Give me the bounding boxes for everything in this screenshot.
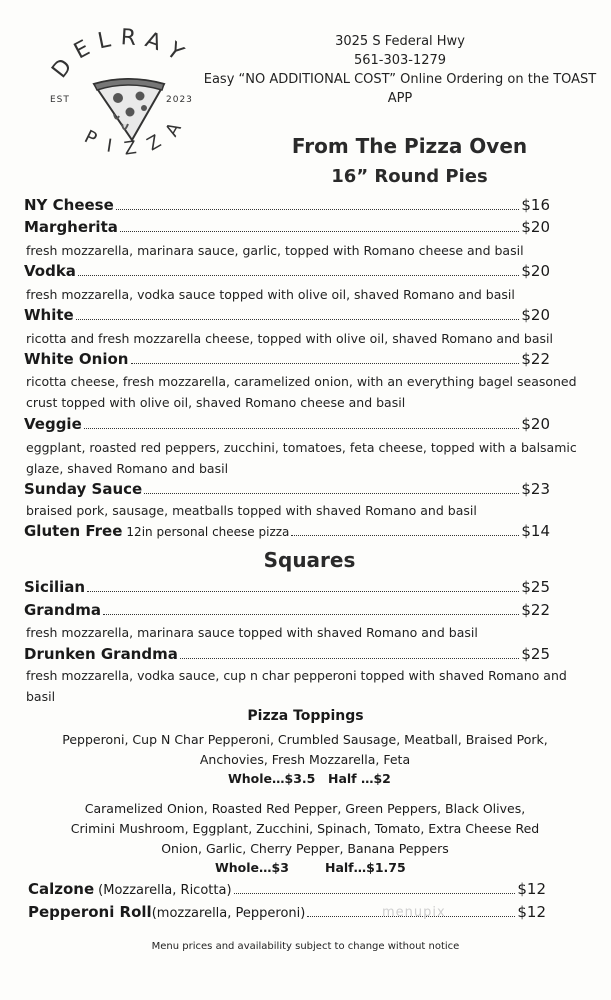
menu-item-desc: fresh mozzarella, marinara sauce, garlic, topped with Romano cheese and basil bbox=[26, 243, 524, 258]
toppings-group-1-whole: Whole…$3.5 bbox=[228, 771, 316, 786]
logo-est: EST bbox=[50, 95, 70, 105]
section-title-oven: From The Pizza Oven bbox=[291, 134, 528, 158]
address: 3025 S Federal Hwy bbox=[335, 34, 465, 49]
menu-item-drunken-grandma: Drunken Grandma $25 bbox=[24, 645, 550, 663]
toppings-group-2-half: Half…$1.75 bbox=[325, 860, 406, 875]
restaurant-info bbox=[200, 32, 600, 108]
footer-disclaimer: Menu prices and availability subject to change without notice bbox=[151, 941, 460, 952]
toppings-group-1: Pepperoni, Cup N Char Pepperoni, Crumbled Sausage, Meatball, Braised Pork, Anchovies, Fresh Mozzarella, Feta bbox=[62, 732, 548, 767]
menu-item-desc: eggplant, roasted red peppers, zucchini, tomatoes, feta cheese, topped with a balsamic glaze, shaved Romano and basil bbox=[26, 440, 577, 476]
menu-item-desc: fresh mozzarella, vodka sauce, cup n char pepperoni topped with shaved Romano and basil bbox=[26, 668, 567, 704]
toppings-group-1-half: Half …$2 bbox=[328, 771, 391, 786]
menu-item-ny-cheese: NY Cheese $16 bbox=[24, 196, 550, 214]
menu-item-white-onion: White Onion $22 bbox=[24, 350, 550, 368]
menu-item-veggie: Veggie $20 bbox=[24, 415, 550, 433]
menu-item-grandma: Grandma $22 bbox=[24, 601, 550, 619]
toppings-group-2: Caramelized Onion, Roasted Red Pepper, Green Peppers, Black Olives, Crimini Mushroom, Eggplant, Zucchini, Spinach, Tomato, Extra Cheese Red Onion, Garlic, Cherry Pepper, Banana Peppers bbox=[70, 801, 540, 856]
promo-text: Easy “NO ADDITIONAL COST” Online Ordering on the TOAST APP bbox=[203, 72, 597, 106]
svg-text:DELRAY: DELRAY bbox=[47, 28, 195, 84]
section-title-squares: Squares bbox=[263, 548, 356, 572]
toppings-title: Pizza Toppings bbox=[247, 708, 364, 724]
menu-item-desc: fresh mozzarella, marinara sauce topped with shaved Romano and basil bbox=[26, 625, 478, 640]
menu-item-desc: braised pork, sausage, meatballs topped with shaved Romano and basil bbox=[26, 503, 477, 518]
logo-year: 2023 bbox=[166, 95, 193, 105]
phone: 561-303-1279 bbox=[353, 53, 447, 68]
watermark: menupix bbox=[382, 905, 446, 920]
menu-item-pepperoni-roll: Pepperoni Roll (mozzarella, Pepperoni) $12 bbox=[28, 903, 546, 921]
svg-text:PIZZA: PIZZA bbox=[80, 106, 193, 160]
menu-item-white: White $20 bbox=[24, 306, 550, 324]
menu-item-desc: ricotta cheese, fresh mozzarella, caramelized onion, with an everything bagel seasoned crust topped with olive oil, shaved Romano cheese and basil bbox=[26, 374, 577, 410]
menu-item-calzone: Calzone (Mozzarella, Ricotta) $12 bbox=[28, 880, 546, 898]
section-subtitle-round: 16” Round Pies bbox=[331, 166, 488, 187]
menu-item-sicilian: Sicilian $25 bbox=[24, 578, 550, 596]
menu-item-desc: fresh mozzarella, vodka sauce topped with olive oil, shaved Romano and basil bbox=[26, 287, 515, 302]
menu-item-sunday-sauce: Sunday Sauce $23 bbox=[24, 480, 550, 498]
toppings-group-2-whole: Whole…$3 bbox=[215, 860, 289, 875]
menu-item-margherita: Margherita $20 bbox=[24, 218, 550, 236]
menu-item-desc: ricotta and fresh mozzarella cheese, topped with olive oil, shaved Romano and basil bbox=[26, 331, 553, 346]
menu-item-gluten-free: Gluten Free 12in personal cheese pizza $14 bbox=[24, 522, 550, 540]
menu-item-vodka: Vodka $20 bbox=[24, 262, 550, 280]
